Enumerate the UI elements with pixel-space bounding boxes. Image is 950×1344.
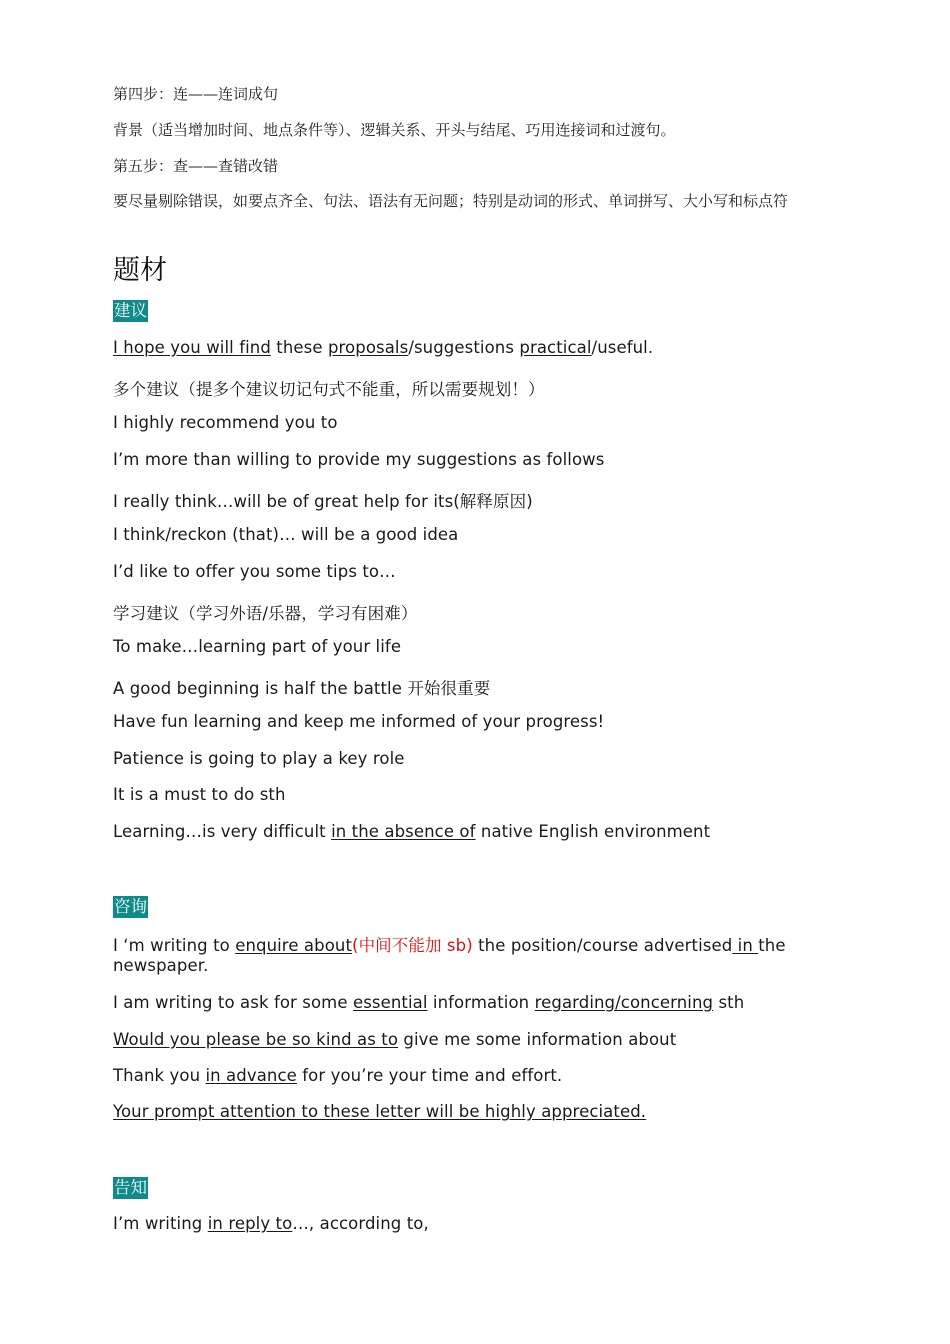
text: sth (713, 993, 745, 1012)
advice-tag: 建议 (114, 301, 147, 320)
text: I am writing to ask for some (113, 993, 353, 1012)
advice-section-tag (113, 300, 148, 322)
step5-body: 要尽量剔除错误，如要点齐全、句法、语法有无问题；特别是动词的形式、单词拼写、大小写和标点符 (113, 192, 789, 210)
text: Learning…is very difficult (113, 822, 332, 841)
inquiry-line-4 (113, 1066, 562, 1085)
inquiry-section-tag (113, 896, 148, 918)
step5-title: 第五步：查——查错改错 (113, 157, 279, 175)
phrase-practical: practical (519, 338, 592, 357)
text: /suggestions (408, 338, 520, 357)
advice-line-2: 多个建议（提多个建议切记句式不能重，所以需要规划！） (113, 380, 545, 399)
notice-line-1 (113, 1214, 429, 1233)
phrase-essential: essential (352, 993, 428, 1012)
inquiry-line-2 (113, 993, 744, 1012)
phrase-regarding-concerning: regarding/concerning (534, 993, 714, 1012)
notice-tag: 告知 (114, 1178, 147, 1197)
advice-line-10: A good beginning is half the battle 开始很重要 (113, 679, 491, 698)
step4-body: 背景（适当增加时间、地点条件等）、逻辑关系、开头与结尾、巧用连接词和过渡句。 (113, 121, 676, 139)
notice-section-tag (113, 1177, 148, 1199)
text: for you’re your time and effort. (296, 1066, 563, 1085)
text: native English environment (475, 822, 711, 841)
text: these (270, 338, 328, 357)
advice-line-1 (113, 338, 653, 357)
phrase-in-reply-to: in reply to (207, 1214, 293, 1233)
phrase-hope-find: I hope you will find (113, 338, 271, 357)
phrase-prompt-attention: Your prompt attention to these letter will be highly appreciated. (113, 1102, 647, 1121)
step4-title: 第四步：连——连词成句 (113, 85, 279, 103)
advice-line-3: I highly recommend you to (113, 413, 338, 432)
phrase-proposals: proposals (327, 338, 409, 357)
text: I ‘m writing to (113, 936, 236, 955)
text: the newspaper. (113, 936, 786, 975)
inquiry-line-3 (113, 1030, 676, 1049)
text: information (427, 993, 535, 1012)
text: give me some information about (398, 1030, 677, 1049)
advice-line-5: I really think…will be of great help for its(解释原因) (113, 492, 533, 511)
advice-line-8: 学习建议（学习外语/乐器，学习有困难） (113, 604, 418, 623)
advice-line-12: Patience is going to play a key role (113, 749, 405, 768)
inquiry-tag: 咨询 (114, 897, 147, 916)
advice-line-11: Have fun learning and keep me informed of your progress! (113, 712, 605, 731)
advice-line-4: I’m more than willing to provide my suggestions as follows (113, 450, 605, 469)
advice-line-14 (113, 822, 710, 841)
advice-line-7: I’d like to offer you some tips to… (113, 562, 396, 581)
red-note: (中间不能加 sb) (352, 936, 473, 955)
phrase-enquire-about: enquire about (235, 936, 353, 955)
advice-line-9: To make…learning part of your life (113, 637, 402, 656)
text: I’m writing (113, 1214, 208, 1233)
advice-line-6: I think/reckon (that)… will be a good idea (113, 525, 459, 544)
inquiry-line-5 (113, 1102, 646, 1121)
text: …, according to, (292, 1214, 429, 1233)
phrase-would-you-please: Would you please be so kind as to (113, 1030, 399, 1049)
text: /useful. (591, 338, 654, 357)
text: Thank you (113, 1066, 206, 1085)
advice-line-13: It is a must to do sth (113, 785, 286, 804)
text: the position/course advertised (472, 936, 733, 955)
phrase-in-advance: in advance (205, 1066, 297, 1085)
inquiry-line-1 (113, 936, 828, 976)
phrase-in: in (732, 936, 759, 955)
phrase-in-absence-of: in the absence of (331, 822, 476, 841)
section-heading: 题材 (113, 255, 167, 286)
